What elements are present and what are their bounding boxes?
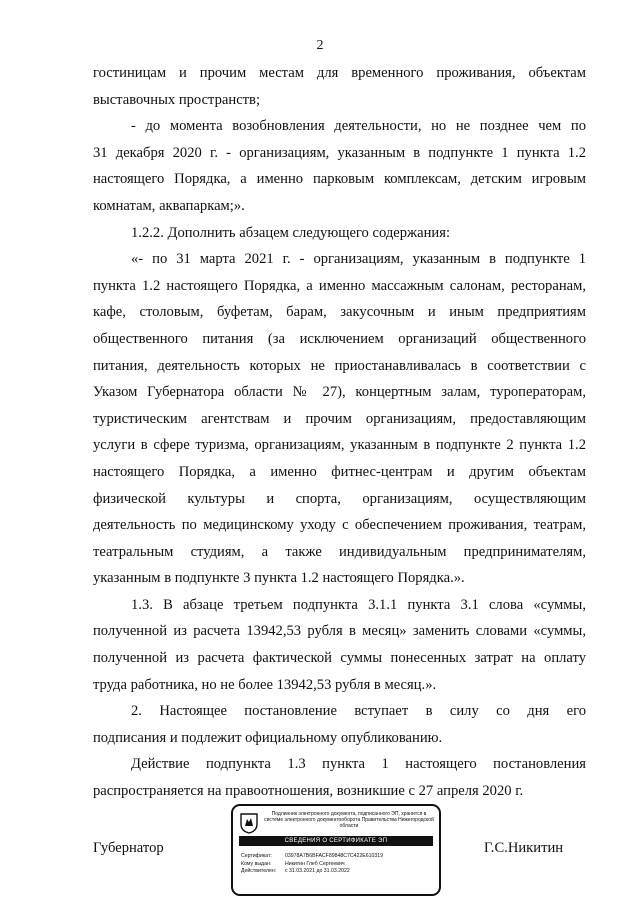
paragraph [93, 60, 586, 113]
text-line: полученной из расчета 13942,53 рубля в месяц» заменить словами «суммы, [93, 623, 586, 640]
stamp-title: СВЕДЕНИЯ О СЕРТИФИКАТЕ ЭП [239, 836, 433, 846]
document-body [93, 60, 586, 805]
signatory-name: Г.С.Никитин [484, 840, 564, 856]
stamp-certificate-info [241, 853, 436, 876]
paragraph [93, 113, 586, 219]
stamp-row-key: Кому выдан: [241, 860, 272, 867]
paragraph [93, 246, 586, 592]
text-line: подписания и подлежит официальному опубликованию. [93, 729, 443, 746]
paragraph [93, 751, 586, 804]
paragraph [93, 220, 586, 247]
text-line: гостиницам и прочим местам для временного проживания, объектам [93, 65, 586, 81]
text-line: Указом Губернатора области № 27), концертным залам, туроператорам, [93, 384, 586, 401]
stamp-row-value: 03978A7B6BFACF89848C7C422E610319 [285, 853, 384, 859]
text-line: указанным в подпункте 3 пункта 1.2 настоящего Порядка.». [93, 570, 465, 587]
text-line: общественного питания (за исключением организаций общественного [93, 330, 586, 347]
electronic-signature-stamp [231, 804, 441, 896]
text-line: пункта 1.2 настоящего Порядка, а именно массажным салонам, ресторанам, [93, 277, 586, 294]
text-line: настоящего Порядка, а именно фитнес-центрам и другим объектам [93, 463, 586, 480]
text-line: деятельность по медицинскому уходу с обеспечением проживания, театрам, [93, 517, 586, 534]
text-line: физической культуры и спорта, организациям, осуществляющим [93, 490, 586, 507]
text-line: питания, деятельность которых не приостанавливалась в соответствии с [93, 357, 586, 374]
text-line: выставочных пространств; [93, 91, 261, 108]
text-line: распространяется на правоотношения, возникшие с 27 апреля 2020 г. [93, 783, 524, 800]
paragraph [93, 592, 586, 698]
page-number: 2 [316, 38, 324, 53]
text-line: комнатам, аквапаркам;». [93, 197, 245, 214]
text-line: 31 декабря 2020 г. - организациям, указанным в подпункте 1 пункта 1.2 [93, 144, 586, 161]
coat-of-arms-icon [239, 812, 259, 834]
text-line: «- по 31 марта 2021 г. - организациям, указанным в подпункте 1 [131, 251, 586, 268]
text-line: услуги в сфере туризма, организациям, указанным в подпункте 2 пункта 1.2 [93, 437, 586, 454]
text-line: 2. Настоящее постановление вступает в силу со дня его [131, 703, 586, 720]
text-line: кафе, столовым, буфетам, барам, закусочным и иным предприятиям [93, 304, 586, 321]
stamp-row-value: с 31.03.2021 до 31.03.2022 [285, 868, 350, 875]
stamp-row-value: Никитин Глеб Сергеевич [285, 860, 345, 867]
text-line: - до момента возобновления деятельности, но не позднее чем по [131, 118, 586, 135]
text-line: Действие подпункта 1.3 пункта 1 настоящего постановления [131, 756, 586, 773]
stamp-row-certificate [241, 853, 436, 861]
text-line: 1.2.2. Дополнить абзацем следующего содержания: [131, 224, 451, 241]
text-line: труда работника, но не более 13942,53 рубля в месяц.». [93, 676, 437, 693]
stamp-row-key: Сертификат: [241, 853, 272, 859]
text-line: театральным студиям, а также индивидуальным предпринимателям, [93, 543, 586, 560]
stamp-header: Подлинник электронного документа, подписанного ЭП, хранится в системе электронного документооборота Правительства Нижегородской области [264, 811, 434, 830]
stamp-row-key: Действителен: [241, 868, 277, 875]
stamp-row-validity [241, 868, 436, 876]
text-line: полученной из расчета фактической суммы понесенных затрат на оплату [93, 650, 586, 667]
text-line: туристическим агентствам и прочим организациям, предоставляющим [93, 410, 586, 427]
text-line: настоящего Порядка, а именно парковым комплексам, детским игровым [93, 171, 586, 188]
text-line: 1.3. В абзаце третьем подпункта 3.1.1 пункта 3.1 слова «суммы, [131, 596, 586, 613]
signatory-position: Губернатор [93, 840, 164, 856]
paragraph [93, 698, 586, 751]
